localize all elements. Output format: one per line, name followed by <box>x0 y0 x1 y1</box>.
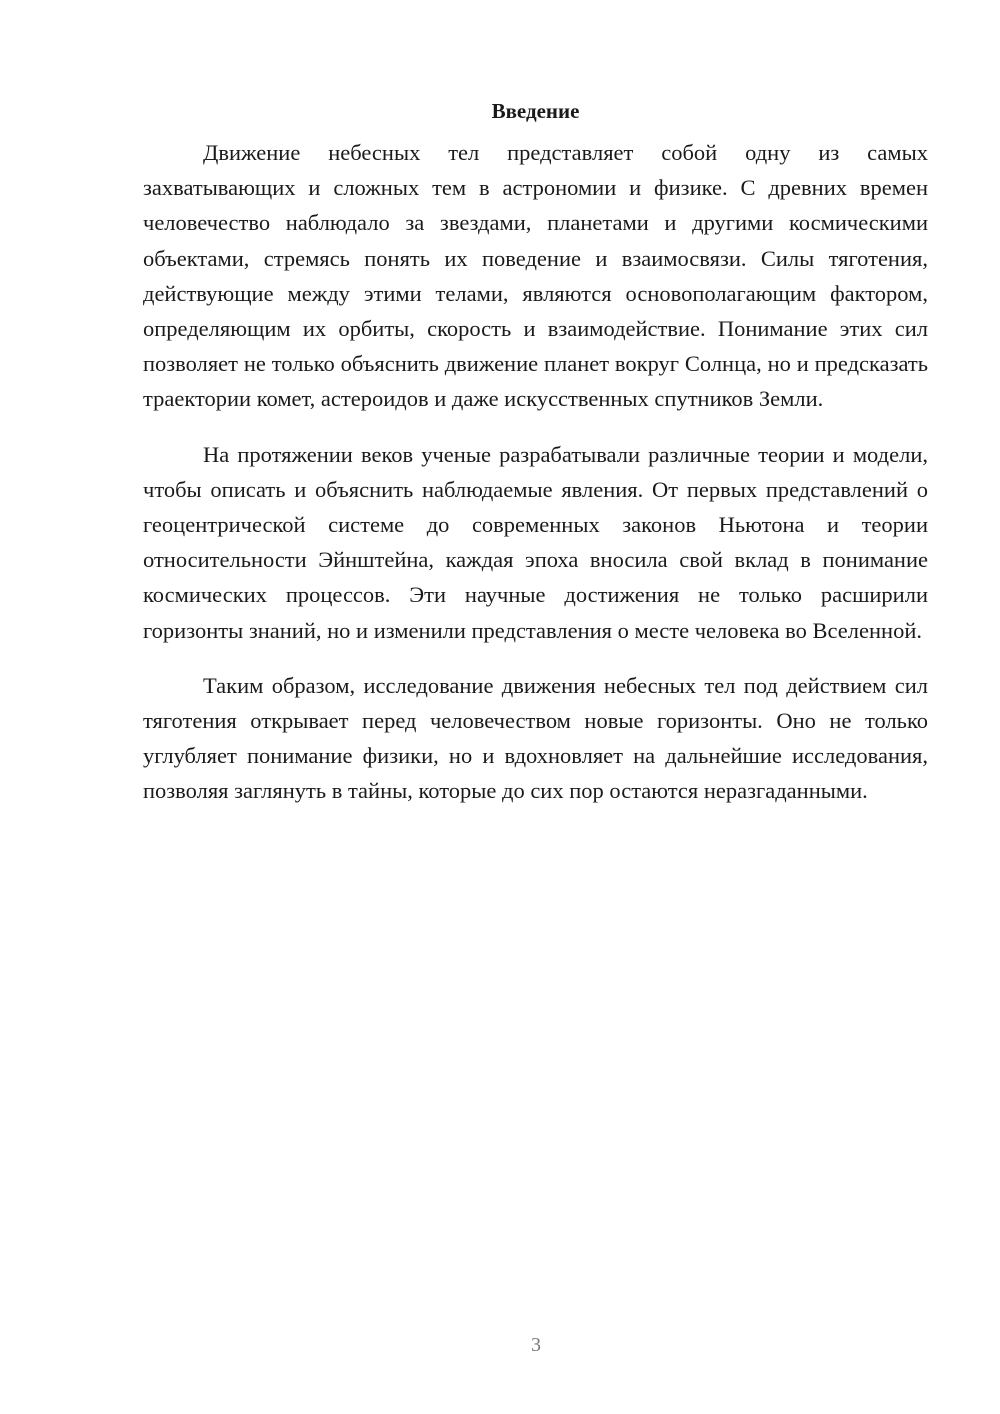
page-number: 3 <box>531 1334 541 1356</box>
section-title: Введение <box>491 99 580 123</box>
paragraph-1: Движение небесных тел представляет собой одну из самых захватывающих и сложных тем в астрономии и физике. С древних времен человечество наблюдало за звездами, планетами и другими космическими объектами, стремясь понять их поведение и взаимосвязи. Силы тяготения, действующие между этими телами, являются основополагающим фактором, определяющим их орбиты, скорость и взаимодействие. Понимание этих сил позволяет не только объяснить движение планет вокруг Солнца, но и предсказать траектории комет, астероидов и даже искусственных спутников Земли. <box>143 140 928 412</box>
paragraph-3: Таким образом, исследование движения небесных тел под действием сил тяготения открывает перед человечеством новые горизонты. Оно не только углубляет понимание физики, но и вдохновляет на дальнейшие исследования, позволяя заглянуть в тайны, которые до сих пор остаются неразгаданными. <box>143 672 928 804</box>
paragraph-2: На протяжении веков ученые разрабатывали различные теории и модели, чтобы описать и объяснить наблюдаемые явления. От первых представлений о геоцентрической системе до современных законов Ньютона и теории относительности Эйнштейна, каждая эпоха вносила свой вклад в понимание космических процессов. Эти научные достижения не только расширили горизонты знаний, но и изменили представления о месте человека во Вселенной. <box>143 441 928 643</box>
page-content <box>143 94 928 829</box>
